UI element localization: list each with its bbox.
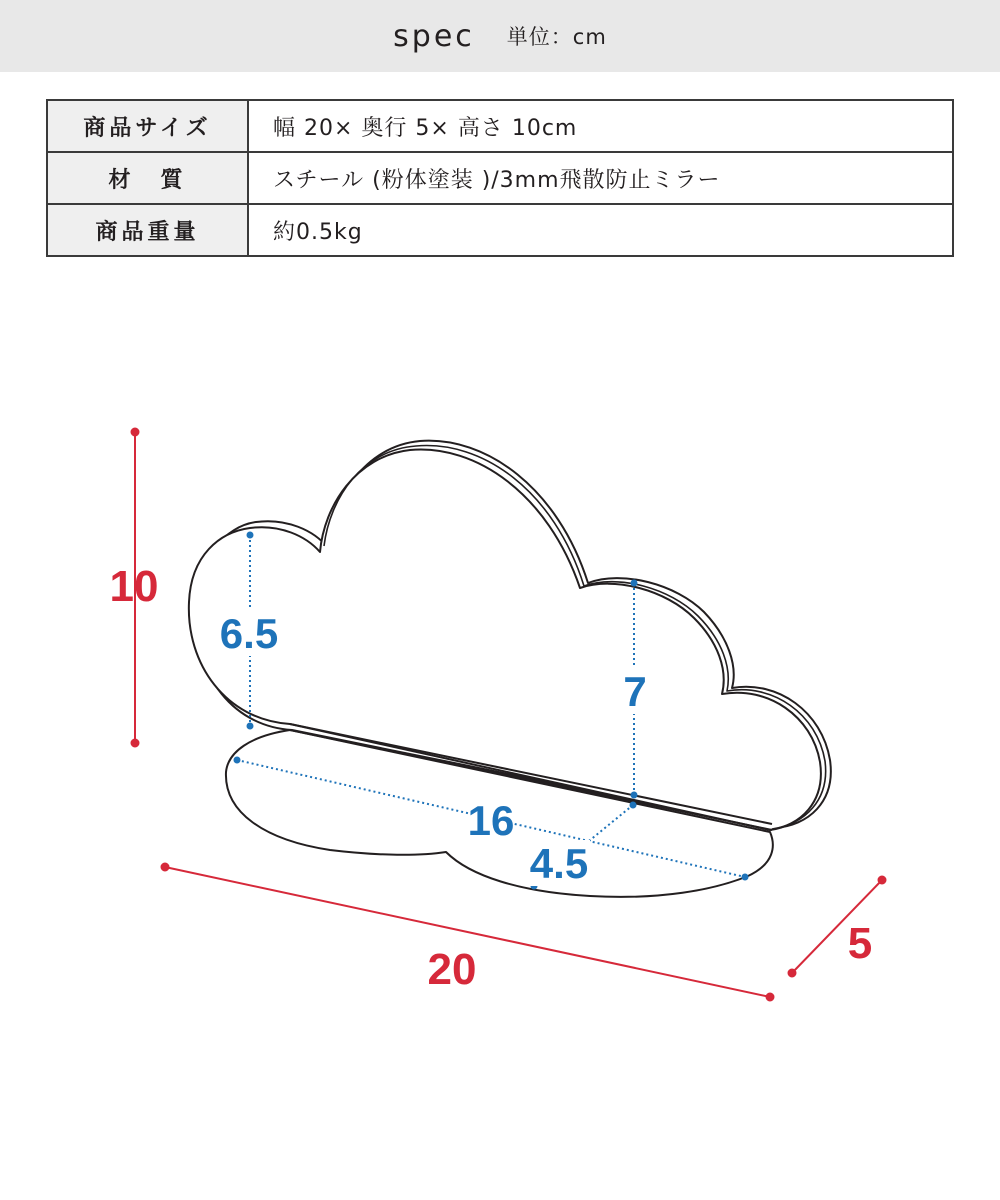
shelf-right-dot [742, 874, 749, 881]
material-value: スチール (粉体塗装 )/3mm飛散防止ミラー [248, 152, 953, 204]
left-panel-top-dot [247, 532, 254, 539]
shelf-depth-label: 4.5 [529, 840, 589, 887]
size-label: 商品サイズ [47, 100, 248, 152]
depth-label: 5 [847, 919, 873, 968]
height-endpoint-top [132, 429, 139, 436]
shelf-depth-back-dot [630, 802, 637, 809]
width-label: 20 [427, 945, 477, 994]
depth-endpoint-bottom [789, 970, 796, 977]
unit-label: 単位：cm [506, 25, 607, 49]
shelf-left-dot [234, 757, 241, 764]
shelf-width-label: 16 [467, 797, 515, 844]
width-endpoint-left [162, 864, 169, 871]
material-label: 材 質 [47, 152, 248, 204]
left-panel-height-label: 6.5 [219, 610, 279, 657]
left-panel-bottom-dot [247, 723, 254, 730]
right-panel-bottom-dot [631, 792, 638, 799]
depth-endpoint-top [879, 877, 886, 884]
height-endpoint-bottom [132, 740, 139, 747]
spec-title: spec [393, 18, 475, 54]
right-panel-height-label: 7 [623, 668, 647, 715]
width-endpoint-right [767, 994, 774, 1001]
height-label: 10 [109, 562, 159, 611]
size-value: 幅 20× 奥行 5× 高さ 10cm [248, 100, 953, 152]
weight-value: 約0.5kg [248, 204, 953, 256]
weight-label: 商品重量 [47, 204, 248, 256]
right-panel-top-dot [631, 580, 638, 587]
